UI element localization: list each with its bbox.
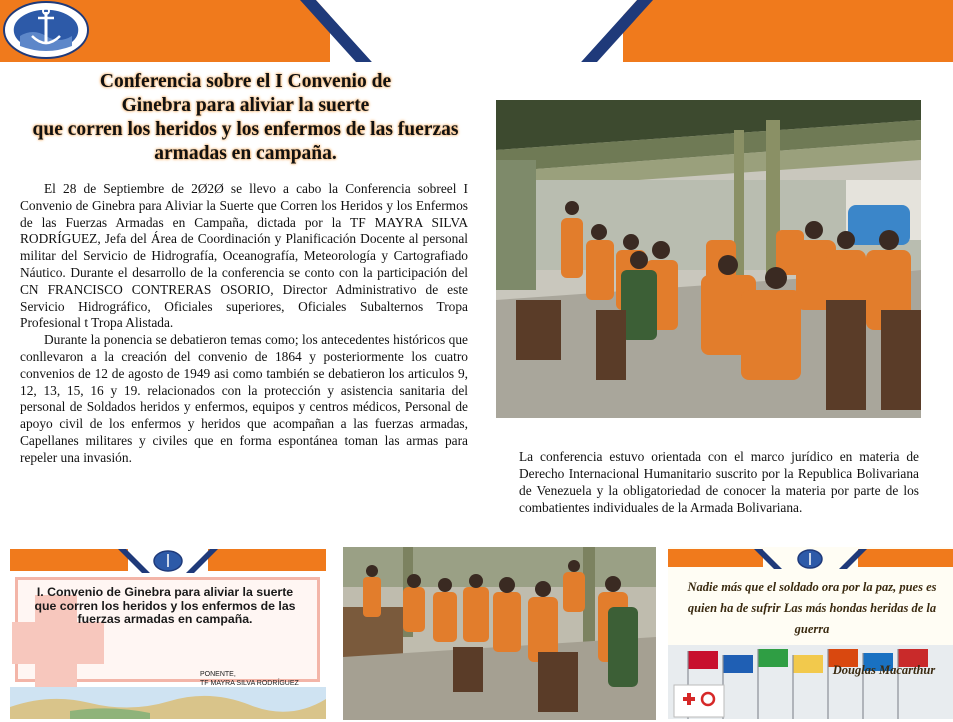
title-line: armadas en campaña.: [154, 143, 337, 164]
title-line: Conferencia sobre el I Convenio de: [99, 71, 392, 92]
ponente-label: PONENTE,: [200, 671, 236, 678]
quote-author: Douglas Macarthur: [832, 663, 936, 677]
header-stripes: [0, 0, 953, 62]
quote-card: [668, 547, 953, 719]
title-line: que corren los heridos y los enfermos de las fuerzas: [32, 119, 459, 140]
header-band: [0, 0, 953, 62]
slide-ponente: [200, 670, 320, 688]
quote-stripes: [668, 547, 953, 571]
paragraph-1: El 28 de Septiembre de 2Ø2Ø se llevo a cabo la Conferencia sobreel I Convenio de Ginebra para Aliviar la Suerte que Corren los Heridos y los Enfermos de las Fuerzas Armadas en Campaña, dictada por la TF MAYRA SILVA RODRÍGUEZ, Jefa del Área de Coordinación y Planificación Docente al personal militar del Servicio de Hidrografía, Oceanografía, Meteorología y Cartografiado Náutico. Durante el desarrollo de la conferencia se conto con la participación del CN FRANCISCO CONTRERAS OSORIO, Director Administrativo de este Servicio Hidrográfico, Oficiales superiores, Oficiales Subalternos Tropa Profesional t Tropa Alistada.: [20, 181, 468, 331]
flags-image: [668, 645, 953, 719]
paragraph-2: Durante la ponencia se debatieron temas como; los antecedentes históricos que conllevaron a la creación del convenio de 1864 y posteriormente los cuatro convenios de 12 de agosto de 1949 asi como también se debatieron los articulos 9, 12, 13, 15, 16 y 19. relacionados con la protección y asistencia sanitaria del personal de Soldados heridos y enfermos, equipos y centros médicos, Personal de apoyo civil de los enfermos y heridos que acompañan a las fuerzas armadas, Capellanes militares y civiles que en forma espontánea toman las armas para repeler una invasión.: [20, 332, 468, 465]
red-cross-bar: [12, 622, 104, 664]
slide-title: I. Convenio de Ginebra para aliviar la suerte que corren los heridos y los enfermos de las fuerzas armadas en campaña.: [34, 585, 296, 626]
naval-anchor-emblem-icon: [0, 0, 92, 60]
audience-photo: [343, 547, 656, 720]
article-title: [8, 70, 483, 166]
map-strip: [10, 687, 326, 719]
conference-photo: [496, 100, 921, 418]
article-body: [20, 181, 468, 467]
title-line: Ginebra para aliviar la suerte: [121, 95, 370, 116]
bottom-strip: [0, 545, 953, 722]
quote-text: Nadie más que el soldado ora por la paz, pues es quien ha de sufrir Las más hondas heridas de la guerra: [687, 580, 937, 636]
side-paragraph: La conferencia estuvo orientada con el marco jurídico en materia de Derecho Internacional Humanitario suscrito por la Republica Bolivariana de Venezuela y la obligatoriedad de conocer la materia por parte de los combatientes individuales de la Armada Bolivariana.: [519, 449, 919, 515]
ponente-name: TF MAYRA SILVA RODRÍGUEZ: [200, 680, 299, 687]
slide-card: [10, 547, 326, 719]
slide-stripes: [10, 547, 326, 575]
